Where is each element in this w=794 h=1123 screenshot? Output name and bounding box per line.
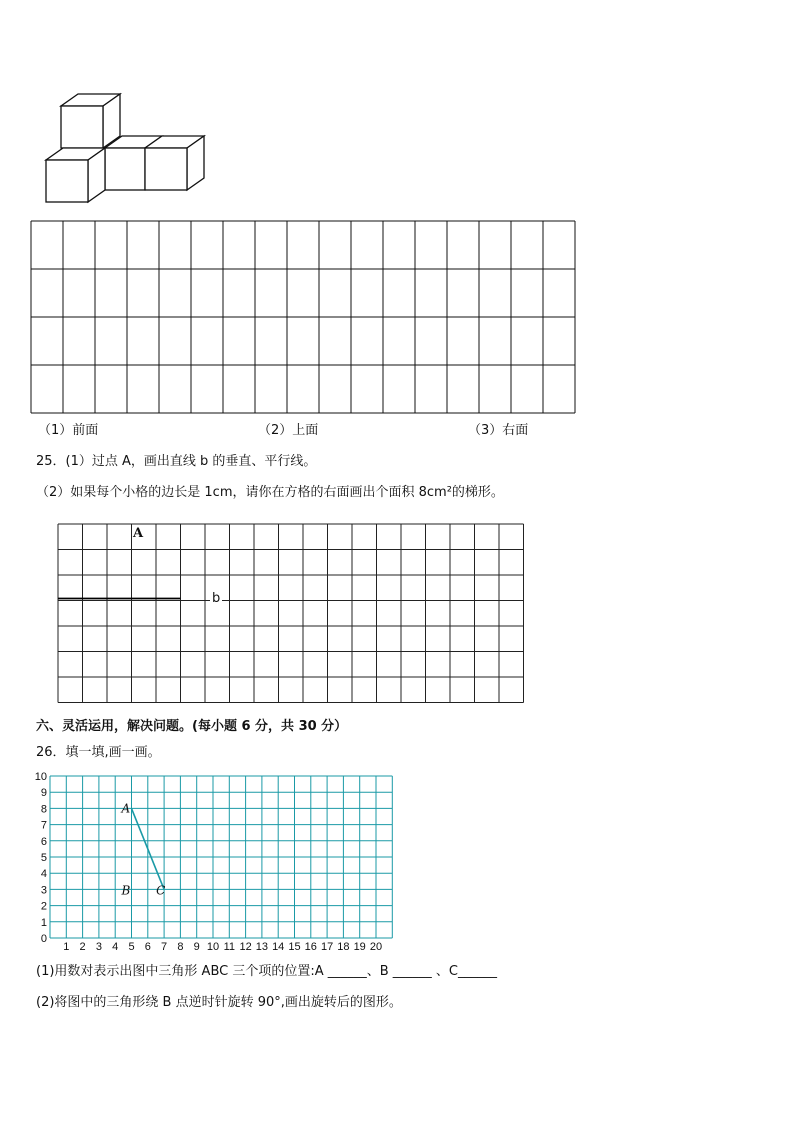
y-tick-label: 9 bbox=[40, 787, 47, 800]
coordinate-grid bbox=[30, 768, 390, 953]
y-tick-label: 3 bbox=[40, 884, 47, 897]
y-tick-label: 8 bbox=[40, 803, 47, 816]
line-b-label: b bbox=[212, 591, 221, 606]
point-label-b: B bbox=[121, 883, 131, 898]
y-tick-label: 7 bbox=[40, 819, 47, 832]
point-a-label: A bbox=[133, 526, 144, 541]
x-tick-label: 9 bbox=[193, 941, 200, 953]
x-tick-label: 7 bbox=[161, 941, 168, 953]
x-tick-label: 20 bbox=[369, 941, 383, 953]
q25-grid bbox=[57, 520, 527, 700]
q25-part1: 25．(1）过点 A，画出直线 b 的垂直、平行线。 bbox=[36, 454, 317, 469]
x-tick-label: 18 bbox=[337, 941, 350, 953]
y-tick-label: 5 bbox=[40, 852, 47, 864]
y-tick-label: 4 bbox=[40, 868, 47, 881]
x-tick-label: 3 bbox=[95, 941, 102, 953]
x-tick-label: 10 bbox=[206, 941, 220, 953]
view-label-right: （3）右面 bbox=[468, 423, 529, 438]
q26-part1: (1)用数对表示出图中三角形 ABC 三个项的位置:A ______、B ______ 、C______ bbox=[36, 964, 498, 979]
x-tick-label: 4 bbox=[112, 941, 119, 953]
x-tick-label: 13 bbox=[255, 941, 269, 953]
point-label-a: A bbox=[121, 801, 131, 816]
x-tick-label: 17 bbox=[320, 941, 334, 953]
x-tick-label: 19 bbox=[353, 941, 366, 953]
y-tick-label: 2 bbox=[40, 900, 47, 913]
q25-part2: （2）如果每个小格的边长是 1cm，请你在方格的右面画出个面积 8cm²的梯形。 bbox=[36, 485, 504, 500]
x-tick-label: 8 bbox=[177, 941, 184, 953]
cubes-figure bbox=[44, 92, 214, 212]
x-tick-label: 5 bbox=[128, 941, 135, 953]
x-tick-label: 6 bbox=[144, 941, 151, 953]
y-tick-label: 6 bbox=[40, 835, 47, 848]
x-tick-label: 12 bbox=[239, 941, 252, 953]
x-tick-label: 16 bbox=[304, 941, 317, 953]
x-tick-label: 11 bbox=[223, 941, 236, 953]
point-label-c: C bbox=[156, 883, 166, 898]
views-grid bbox=[30, 220, 575, 414]
x-tick-label: 1 bbox=[63, 941, 70, 953]
x-tick-label: 15 bbox=[288, 941, 301, 953]
y-tick-label: 1 bbox=[40, 916, 47, 929]
q26-part2: (2)将图中的三角形绕 B 点逆时针旋转 90°,画出旋转后的图形。 bbox=[36, 995, 402, 1010]
view-label-front: （1）前面 bbox=[38, 423, 99, 438]
x-tick-label: 2 bbox=[79, 941, 86, 953]
y-tick-label: 10 bbox=[34, 771, 47, 783]
y-tick-label: 0 bbox=[40, 933, 47, 945]
section6-heading: 六、灵活运用，解决问题。(每小题 6 分，共 30 分） bbox=[36, 719, 348, 734]
q26-title: 26．填一填,画一画。 bbox=[36, 745, 161, 760]
view-label-top: （2）上面 bbox=[258, 423, 319, 438]
x-tick-label: 14 bbox=[272, 941, 285, 953]
